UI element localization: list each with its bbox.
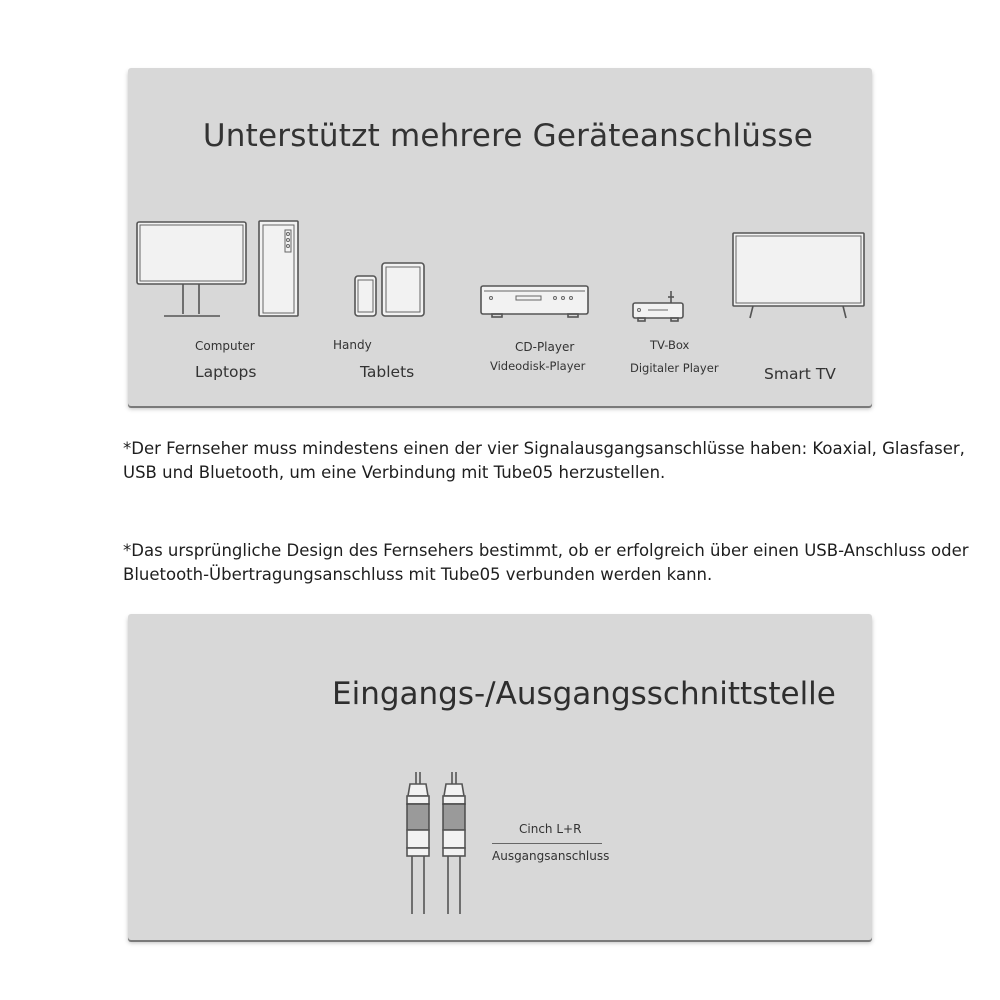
connector-label: Cinch L+R xyxy=(519,822,582,836)
connector-sublabel: Ausgangsanschluss xyxy=(492,849,610,863)
tv-box-icon xyxy=(633,291,683,321)
io-panel-title: Eingangs-/Ausgangsschnittstelle xyxy=(332,676,836,712)
device-illustrations xyxy=(128,68,872,406)
label-cd-player: CD-Player xyxy=(515,340,575,354)
rca-connector-icon xyxy=(398,764,478,924)
label-tablets: Tablets xyxy=(360,363,415,381)
note-tv-design: *Das ursprüngliche Design des Fernsehers bestimmt, ob er erfolgreich über einen USB-Anschluss oder Bluetooth-Übertragungsanschluss mit Tube05 verbunden werden kann. xyxy=(123,541,969,584)
pc-tower-icon xyxy=(259,221,298,316)
io-panel xyxy=(128,614,872,940)
devices-panel-title: Unterstützt mehrere Geräteanschlüsse xyxy=(202,118,814,154)
connector-divider xyxy=(492,843,602,844)
label-handy: Handy xyxy=(333,338,372,352)
label-laptops: Laptops xyxy=(195,363,257,381)
tablet-icon xyxy=(382,263,424,316)
label-computer: Computer xyxy=(195,339,255,353)
label-digital-player: Digitaler Player xyxy=(630,361,719,375)
cd-player-icon xyxy=(481,286,588,317)
devices-panel xyxy=(128,68,872,406)
note-signal-outputs: *Der Fernseher muss mindestens einen der vier Signalausgangsanschlüsse haben: Koaxial, Glasfaser, USB und Bluetooth, um eine Verbindung mit Tube05 herzustellen. xyxy=(123,439,965,482)
label-videodisk-player: Videodisk-Player xyxy=(490,359,586,373)
label-tv-box: TV-Box xyxy=(650,338,690,352)
label-smart-tv: Smart TV xyxy=(764,365,836,383)
monitor-icon xyxy=(137,222,246,316)
phone-icon xyxy=(355,276,376,316)
tv-icon xyxy=(733,233,864,318)
